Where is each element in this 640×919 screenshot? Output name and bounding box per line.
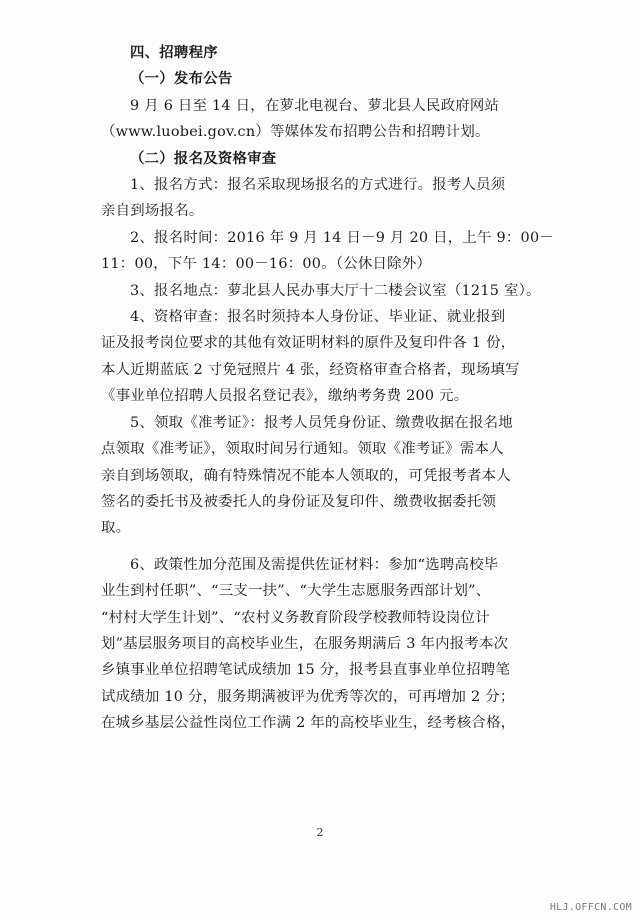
- text-line: 11：00，下午 14：00－16：00。（公休日除外）: [101, 256, 432, 273]
- text-line: 《事业单位招聘人员报名登记表》，缴纳考务费 200 元。: [101, 388, 469, 405]
- page-number: 2: [316, 826, 324, 839]
- text-line: 业生到村任职”、“三支一扶”、“大学生志愿服务西部计划”、: [101, 583, 491, 600]
- subsection-registration-title: （二）报名及资格审查: [130, 149, 277, 167]
- text-line: 点领取《准考证》，领取时间另行通知。领取《准考证》需本人: [101, 441, 504, 458]
- watermark: HLJ.OFFCN.COM: [549, 902, 632, 913]
- text-line: 证及报考岗位要求的其他有效证明材料的原件及复印件各 1 份，: [101, 335, 516, 352]
- document-body: [101, 40, 557, 737]
- subsection-announce-title: （一）发布公告: [130, 70, 233, 88]
- text-line: 9 月 6 日至 14 日，在萝北电视台、萝北县人民政府网站: [130, 97, 500, 114]
- paragraph-gap: [101, 542, 557, 552]
- paragraph-time: [101, 225, 557, 278]
- paragraph-announce: [101, 93, 557, 146]
- text-line: 本人近期蓝底 2 寸免冠照片 4 张，经资格审查合格者，现场填写: [101, 361, 520, 378]
- text-line: （www.luobei.gov.cn）等媒体发布招聘公告和招聘计划。: [101, 124, 490, 141]
- text-line: 取。: [101, 520, 131, 537]
- text-line: 6、政策性加分范围及需提供佐证材料：参加“选聘高校毕: [130, 556, 499, 573]
- paragraph-ticket: [101, 410, 557, 542]
- paragraph-place: [101, 278, 557, 304]
- text-line: 乡镇事业单位招聘笔试成绩加 15 分，报考县直事业单位招聘笔: [101, 662, 511, 679]
- text-line: “村村大学生计划”、“农村义务教育阶段学校教师特设岗位计: [101, 609, 490, 626]
- text-line: 在城乡基层公益性岗位工作满 2 年的高校毕业生，经考核合格，: [101, 715, 516, 732]
- text-line: 签名的委托书及被委托人的身份证及复印件、缴费收据委托领: [101, 493, 497, 510]
- text-line: 亲自到场领取，确有特殊情况不能本人领取的，可凭报考者本人: [101, 467, 511, 484]
- text-line: 3、报名地点：萝北县人民办事大厅十二楼会议室（1215 室）。: [130, 282, 541, 299]
- text-line: 试成绩加 10 分，服务期满被评为优秀等次的，可再增加 2 分；: [101, 688, 515, 705]
- text-line: 1、报名方式：报名采取现场报名的方式进行。报考人员须: [130, 177, 506, 194]
- paragraph-review: [101, 304, 557, 410]
- text-line: 亲自到场报名。: [101, 203, 204, 220]
- text-line: 4、资格审查：报名时须持本人身份证、毕业证、就业报到: [130, 309, 506, 326]
- text-line: 划”基层服务项目的高校毕业生，在服务期满后 3 年内报考本次: [101, 635, 509, 652]
- text-line: 2、报名时间：2016 年 9 月 14 日－9 月 20 日，上午 9：00－: [130, 229, 554, 246]
- paragraph-bonus: [101, 552, 557, 737]
- text-line: 5、领取《准考证》：报考人员凭身份证、缴费收据在报名地: [130, 414, 513, 431]
- paragraph-method: [101, 172, 557, 225]
- section-title: 四、招聘程序: [130, 44, 218, 61]
